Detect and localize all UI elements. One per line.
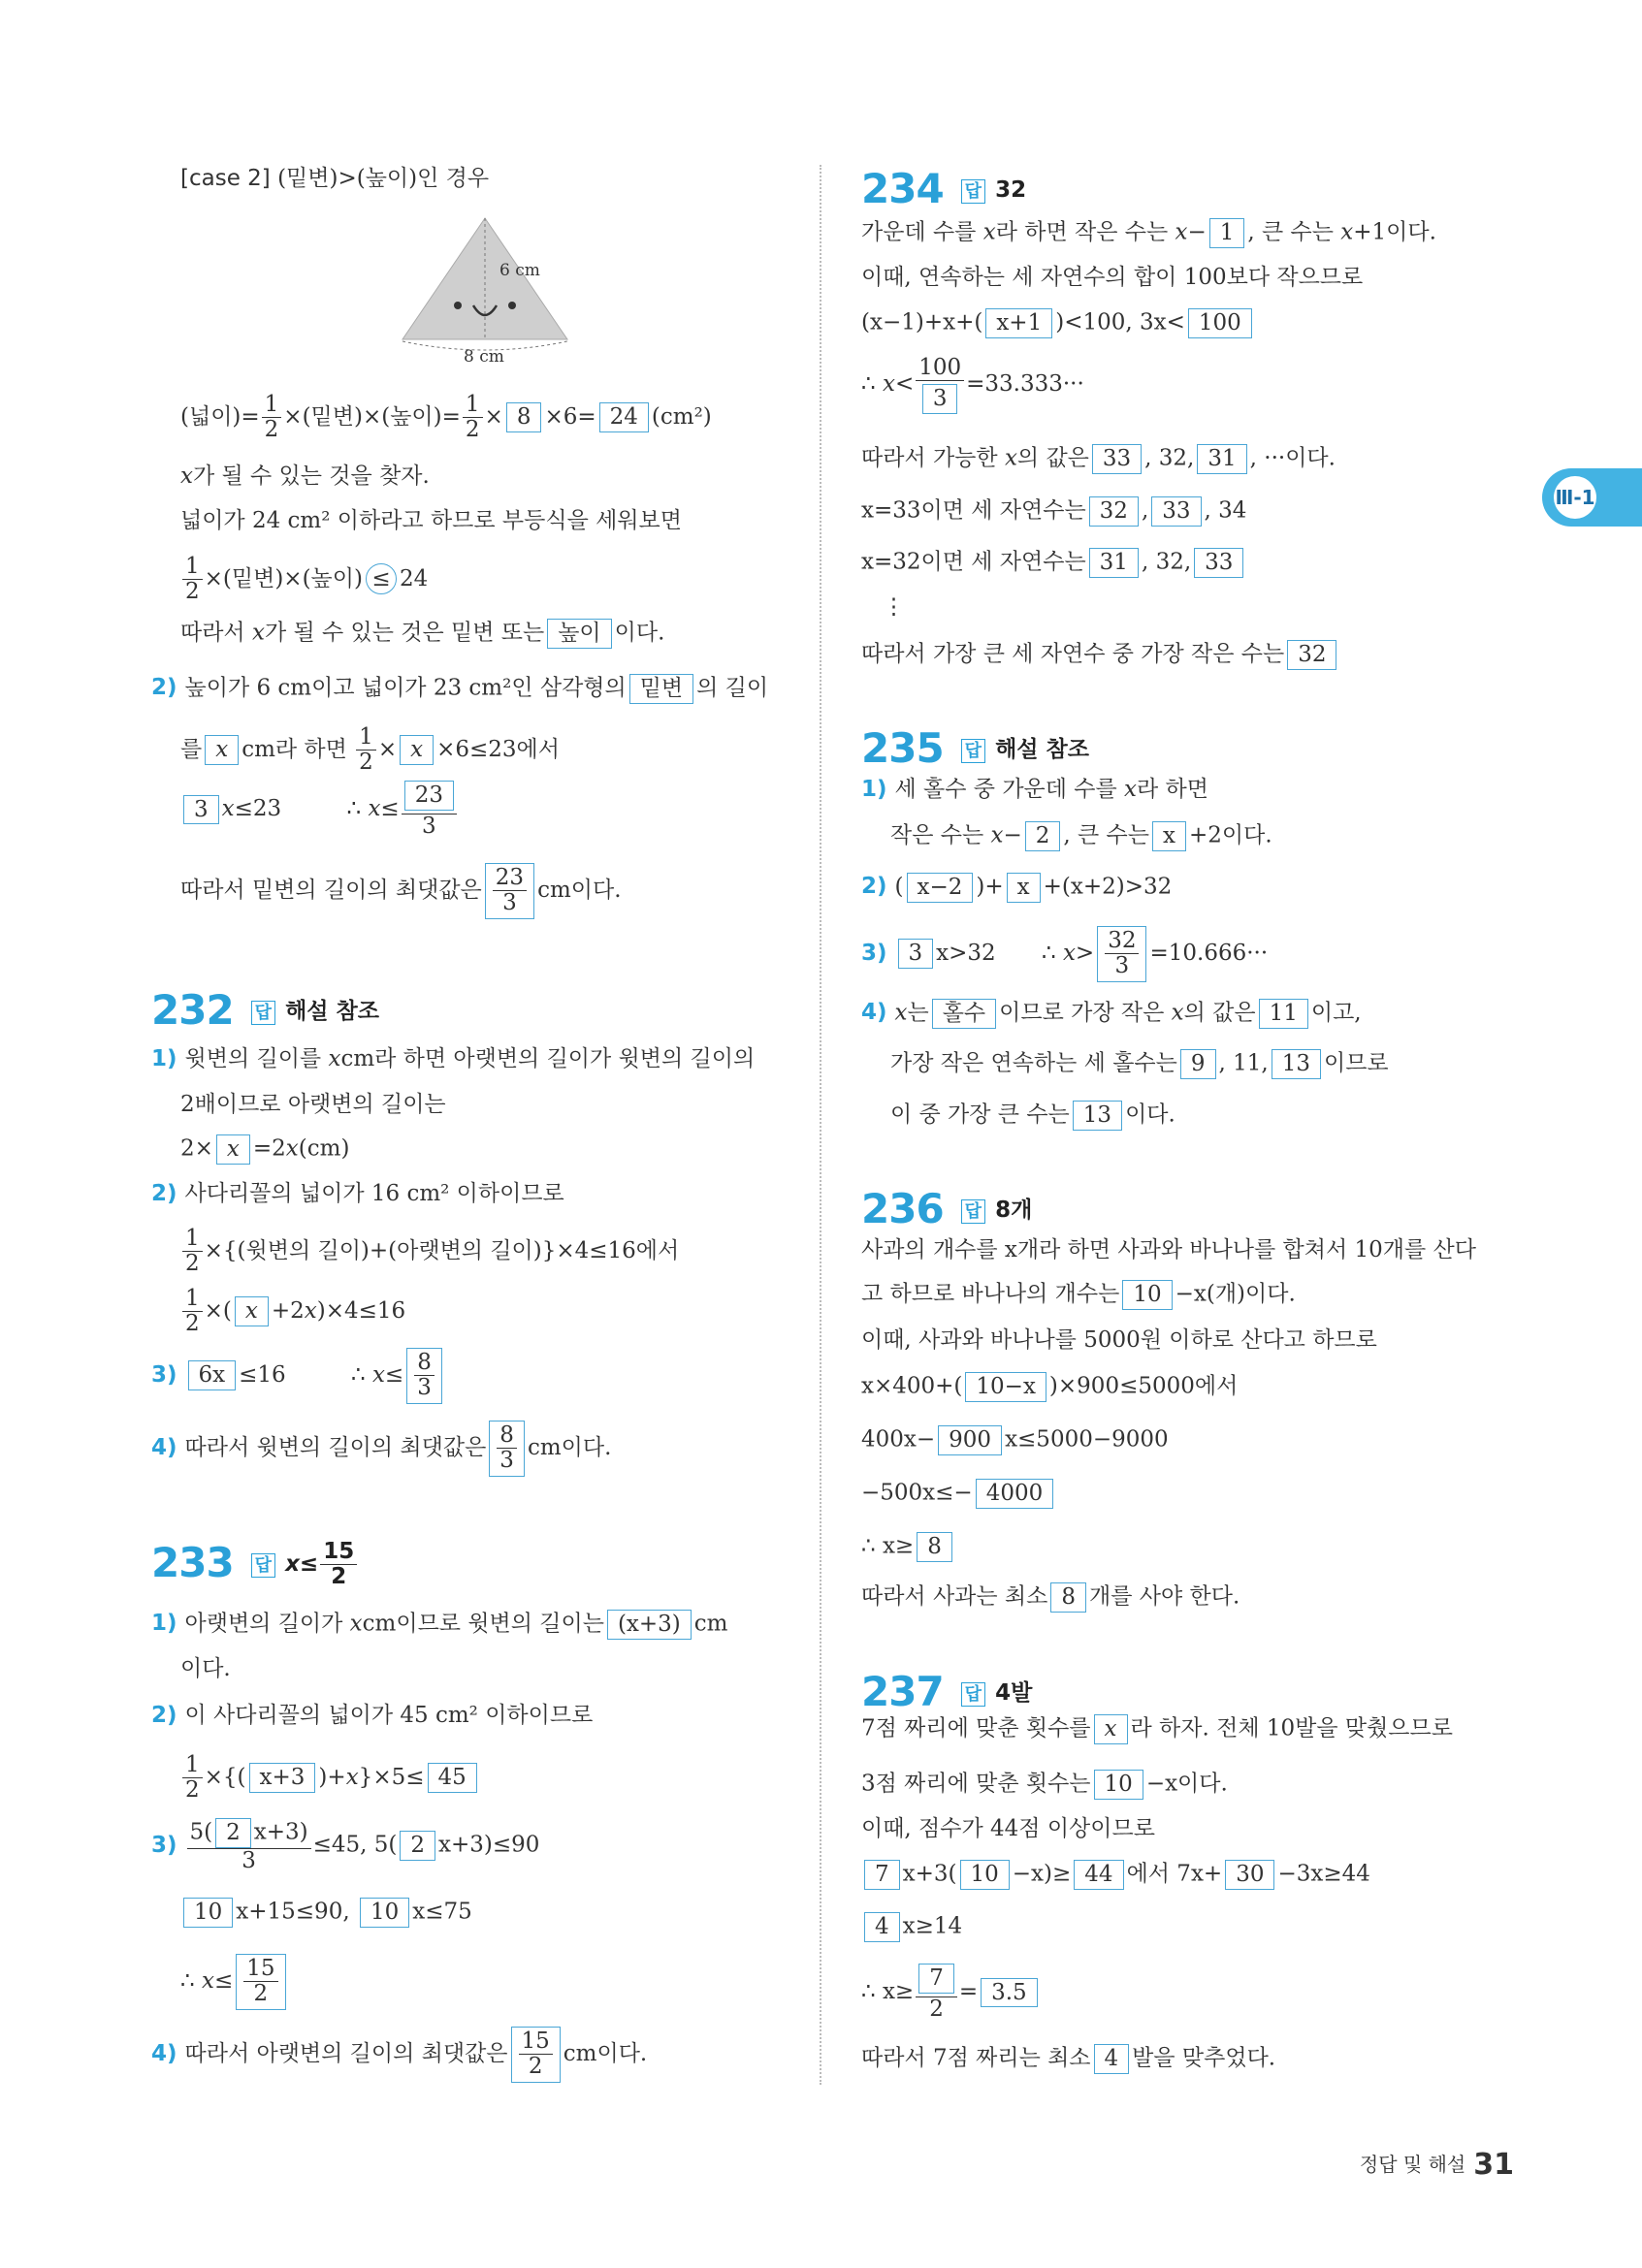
p232-3: 3) 6x ≤16 ∴ x≤ 8 3	[151, 1348, 445, 1404]
p237-2: 3점 짜리에 맞춘 횟수는 10 −x이다.	[861, 1770, 1228, 1800]
p236-1: 사과의 개수를 x개라 하면 사과와 바나나를 합쳐서 10개를 산다	[861, 1237, 1476, 1262]
half-fraction: $\frac{1}{2}$	[356, 725, 376, 776]
answer-box: 10	[183, 1898, 233, 1928]
p232-1c: 2× x =2x(cm)	[180, 1134, 349, 1165]
p233-3b: 10 x+15≤90, 10 x≤75	[180, 1898, 472, 1928]
answer-box: 15 2	[511, 2027, 561, 2083]
answer-box: 24	[599, 402, 649, 432]
p234-8: ⋮	[883, 594, 905, 620]
answer-box: 8	[917, 1532, 952, 1562]
answer-box: x	[235, 1296, 269, 1326]
answer-box: 8 3	[406, 1348, 442, 1404]
problem-236-header: 236 답 8개	[861, 1185, 1033, 1232]
p233-2: 2) 이 사다리꼴의 넓이가 45 cm² 이하이므로	[151, 1703, 594, 1728]
answer-box: 3	[183, 795, 219, 825]
fraction: $\frac{100}{3}$	[916, 356, 964, 414]
triangle-figure	[388, 213, 582, 368]
inequality-line: $\frac{1}{2}$ ×(밑변)×(높이) ≤ 24	[180, 555, 428, 605]
answer-box: 2	[215, 1818, 251, 1848]
p234-7: x=32이면 세 자연수는 31 , 32, 33	[861, 548, 1246, 578]
answer-box: 10	[1122, 1280, 1172, 1310]
answer-box: 30	[1225, 1860, 1274, 1890]
fraction: $\frac{5( 2 x+3)}{3}$	[187, 1818, 311, 1873]
p233-1: 1) 아랫변의 길이가 xcm이므로 윗변의 길이는 (x+3) cm	[151, 1610, 727, 1640]
p237-5: 4 x≥14	[861, 1912, 962, 1942]
answer-box: 10	[1094, 1770, 1143, 1800]
p232-2b: $\frac{1}{2}$ ×{(윗변의 길이)+(아랫변의 길이)}×4≤16에서	[180, 1227, 679, 1277]
answer-box: x	[205, 735, 239, 765]
p237-3: 이때, 점수가 44점 이상이므로	[861, 1816, 1155, 1841]
answer-box: x	[1007, 873, 1041, 903]
answer-box: 3	[898, 939, 934, 969]
p235-4c: 이 중 가장 큰 수는 13 이다.	[890, 1101, 1175, 1131]
base-label: 8 cm	[464, 347, 504, 367]
part2-line2: 를 x cm라 하면 $\frac{1}{2}$ × x ×6≤23에서	[180, 724, 560, 776]
half-fraction: $\frac{1}{2}$	[182, 1227, 203, 1277]
p234-9: 따라서 가장 큰 세 자연수 중 가장 작은 수는 32	[861, 640, 1339, 670]
answer-box: 6x	[188, 1360, 237, 1390]
answer-box: 2	[1025, 821, 1061, 851]
p237-4: 7 x+3( 10 −x)≥ 44 에서 7x+ 30 −3x≥44	[861, 1860, 1370, 1890]
answer-box: 9	[1180, 1049, 1216, 1079]
p236-5: 400x− 900 x≤5000−9000	[861, 1425, 1169, 1455]
p234-3: (x−1)+x+( x+1 )<100, 3x< 100	[861, 308, 1255, 338]
answer-box: 4000	[976, 1479, 1054, 1509]
p236-8: 따라서 사과는 최소 8 개를 사야 한다.	[861, 1582, 1240, 1613]
p233-3c: ∴ x≤ 15 2	[180, 1954, 289, 2010]
answer-box: 100	[1188, 308, 1252, 338]
answer-box: 7	[918, 1964, 954, 1994]
p237-7: 따라서 7점 짜리는 최소 4 발을 맞추었다.	[861, 2044, 1275, 2074]
p237-1: 7점 짜리에 맞춘 횟수를 x 라 하자. 전체 10발을 맞췄으므로	[861, 1714, 1453, 1744]
answer-box: x+1	[985, 308, 1052, 338]
answer-box: 33	[1194, 548, 1243, 578]
p234-1: 가운데 수를 x라 하면 작은 수는 x− 1 , 큰 수는 x+1이다.	[861, 218, 1436, 248]
answer-box: 홀수	[932, 999, 996, 1029]
answer-box: 44	[1074, 1860, 1123, 1890]
fraction: $\frac{7}{2}$	[916, 1964, 957, 2022]
answer-box: x−2	[907, 873, 974, 903]
chapter-tab	[1542, 468, 1642, 527]
chapter-tab-label: Ⅲ-1	[1554, 476, 1596, 519]
half-fraction: $\frac{1}{2}$	[262, 393, 282, 443]
p235-1b: 작은 수는 x− 2 , 큰 수는 x +2이다.	[890, 821, 1272, 851]
p232-2c: $\frac{1}{2}$ ×( x +2x)×4≤16	[180, 1287, 405, 1337]
eye-left	[454, 302, 462, 309]
p235-3: 3) 3 x>32 ∴ x> 32 3 =10.666···	[861, 926, 1268, 982]
answer-box: 31	[1197, 444, 1246, 474]
answer-box: 32	[1089, 496, 1139, 527]
answer-box: 1	[1209, 218, 1245, 248]
circled-sign: ≤	[366, 563, 397, 594]
p233-2b: $\frac{1}{2}$ ×{( x+3 )+x}×5≤ 45	[180, 1753, 480, 1804]
answer-box: 33	[1092, 444, 1142, 474]
answer-box: 15 2	[236, 1954, 285, 2010]
p232-2: 2) 사다리꼴의 넓이가 16 cm² 이하이므로	[151, 1181, 564, 1206]
answer-box: (x+3)	[607, 1610, 692, 1640]
p233-3: 3) $\frac{5( 2 x+3)}{3}$ ≤45, 5( 2 x+3)≤90	[151, 1819, 540, 1873]
answer-box: 900	[938, 1425, 1002, 1455]
answer-box: 8	[1050, 1582, 1086, 1613]
answer-box: 23 3	[485, 863, 534, 919]
p235-1: 1) 세 홀수 중 가운데 수를 x라 하면	[861, 777, 1208, 802]
p234-2: 이때, 연속하는 세 자연수의 합이 100보다 작으므로	[861, 265, 1364, 290]
p233-1b: 이다.	[180, 1656, 231, 1681]
answer-box: 높이	[547, 619, 611, 649]
area-line: (넓이)= $\frac{1}{2}$ ×(밑변)×(높이)= $\frac{1}{2}$ × 8 ×6= 24 (cm²)	[180, 392, 712, 443]
answer-box: 13	[1272, 1049, 1321, 1079]
answer-box: 10−x	[965, 1372, 1046, 1402]
p234-5: 따라서 가능한 x의 값은 33 , 32, 31 , ···이다.	[861, 444, 1336, 474]
problem-232-header: 232 답 해설 참조	[151, 986, 379, 1034]
answer-box: x	[1094, 1714, 1128, 1744]
case2-heading: [case 2] (밑변)>(높이)인 경우	[180, 166, 490, 191]
p233-4: 4) 따라서 아랫변의 길이의 최댓값은 15 2 cm이다.	[151, 2027, 647, 2083]
answer-box: 13	[1073, 1101, 1122, 1131]
p234-4: ∴ x< $\frac{100}{3}$ =33.333···	[861, 356, 1084, 414]
answer-box: 11	[1259, 999, 1308, 1029]
p236-6: −500x≤− 4000	[861, 1479, 1056, 1509]
p232-1b: 2배이므로 아랫변의 길이는	[180, 1092, 446, 1117]
half-fraction: $\frac{1}{2}$	[182, 555, 203, 605]
answer-box: x	[1152, 821, 1186, 851]
so-line: 따라서 x가 될 수 있는 것은 밑변 또는 높이 이다.	[180, 619, 664, 649]
answer-box: 7	[864, 1860, 900, 1890]
answer-box: 2	[400, 1831, 435, 1861]
answer-box: 4	[1094, 2044, 1130, 2074]
width-line: 넓이가 24 cm² 이하라고 하므로 부등식을 세워보면	[180, 508, 682, 533]
answer-box: 23	[404, 781, 454, 811]
p232-4: 4) 따라서 윗변의 길이의 최댓값은 8 3 cm이다.	[151, 1421, 611, 1477]
half-fraction: $\frac{1}{2}$	[182, 1753, 203, 1804]
answer-box: x	[216, 1134, 250, 1165]
p236-2: 고 하므로 바나나의 개수는 10 −x(개)이다.	[861, 1280, 1296, 1310]
p235-2: 2) ( x−2 )+ x +(x+2)>32	[861, 873, 1172, 903]
p236-3: 이때, 사과와 바나나를 5000원 이하로 산다고 하므로	[861, 1327, 1377, 1353]
page-number: 31	[1473, 2148, 1514, 2182]
answer-box: 8	[506, 402, 542, 432]
answer-box: 10	[360, 1898, 409, 1928]
half-fraction: $\frac{1}{2}$	[463, 393, 483, 443]
answer-box: 4	[864, 1912, 900, 1942]
fraction: $\frac{15}{2}$	[320, 1540, 357, 1590]
p232-1: 1) 윗변의 길이를 xcm라 하면 아랫변의 길이가 윗변의 길이의	[151, 1046, 756, 1071]
problem-237-header: 237 답 4발	[861, 1668, 1033, 1715]
answer-box: 45	[428, 1763, 477, 1793]
answer-box: 3	[922, 384, 958, 414]
part2-line4: 따라서 밑변의 길이의 최댓값은 23 3 cm이다.	[180, 863, 622, 919]
answer-box: 33	[1151, 496, 1201, 527]
p235-4: 4) x는 홀수 이므로 가장 작은 x의 값은 11 이고,	[861, 999, 1362, 1029]
problem-234-header: 234 답 32	[861, 165, 1027, 212]
answer-box: x+3	[249, 1763, 316, 1793]
eye-right	[508, 302, 516, 309]
p236-4: x×400+( 10−x )×900≤5000에서	[861, 1372, 1238, 1402]
answer-box: 밑변	[629, 674, 693, 704]
answer-box: 10	[960, 1860, 1010, 1890]
answer-box: 32 3	[1097, 926, 1146, 982]
answer-box: 31	[1089, 548, 1139, 578]
p235-4b: 가장 작은 연속하는 세 홀수는 9 , 11, 13 이므로	[890, 1049, 1389, 1079]
footer-text: 정답 및 해설	[1359, 2153, 1466, 2176]
p237-6: ∴ x≥ $\frac{7}{2}$ = 3.5	[861, 1964, 1041, 2022]
answer-box: 3.5	[981, 1978, 1038, 2008]
page-footer	[1360, 2148, 1514, 2182]
find-line: x가 될 수 있는 것을 찾자.	[180, 463, 430, 489]
fraction: $\frac{23}{3}$	[402, 781, 457, 839]
problem-233-header: 233 답 x≤ $\frac{15}{2}$	[151, 1537, 359, 1590]
answer-box: x	[400, 735, 434, 765]
part2-line3: 3 x≤23 ∴ x≤ $\frac{23}{3}$	[180, 781, 459, 839]
column-divider	[820, 165, 821, 2085]
height-label: 6 cm	[499, 261, 540, 280]
answer-box: 8 3	[489, 1421, 525, 1477]
problem-235-header: 235 답 해설 참조	[861, 724, 1089, 772]
half-fraction: $\frac{1}{2}$	[182, 1287, 203, 1337]
p234-6: x=33이면 세 자연수는 32 , 33 , 34	[861, 496, 1246, 527]
part2-line1: 2) 높이가 6 cm이고 넓이가 23 cm²인 삼각형의 밑변 의 길이	[151, 674, 768, 704]
p236-7: ∴ x≥ 8	[861, 1532, 955, 1562]
answer-box: 32	[1287, 640, 1336, 670]
